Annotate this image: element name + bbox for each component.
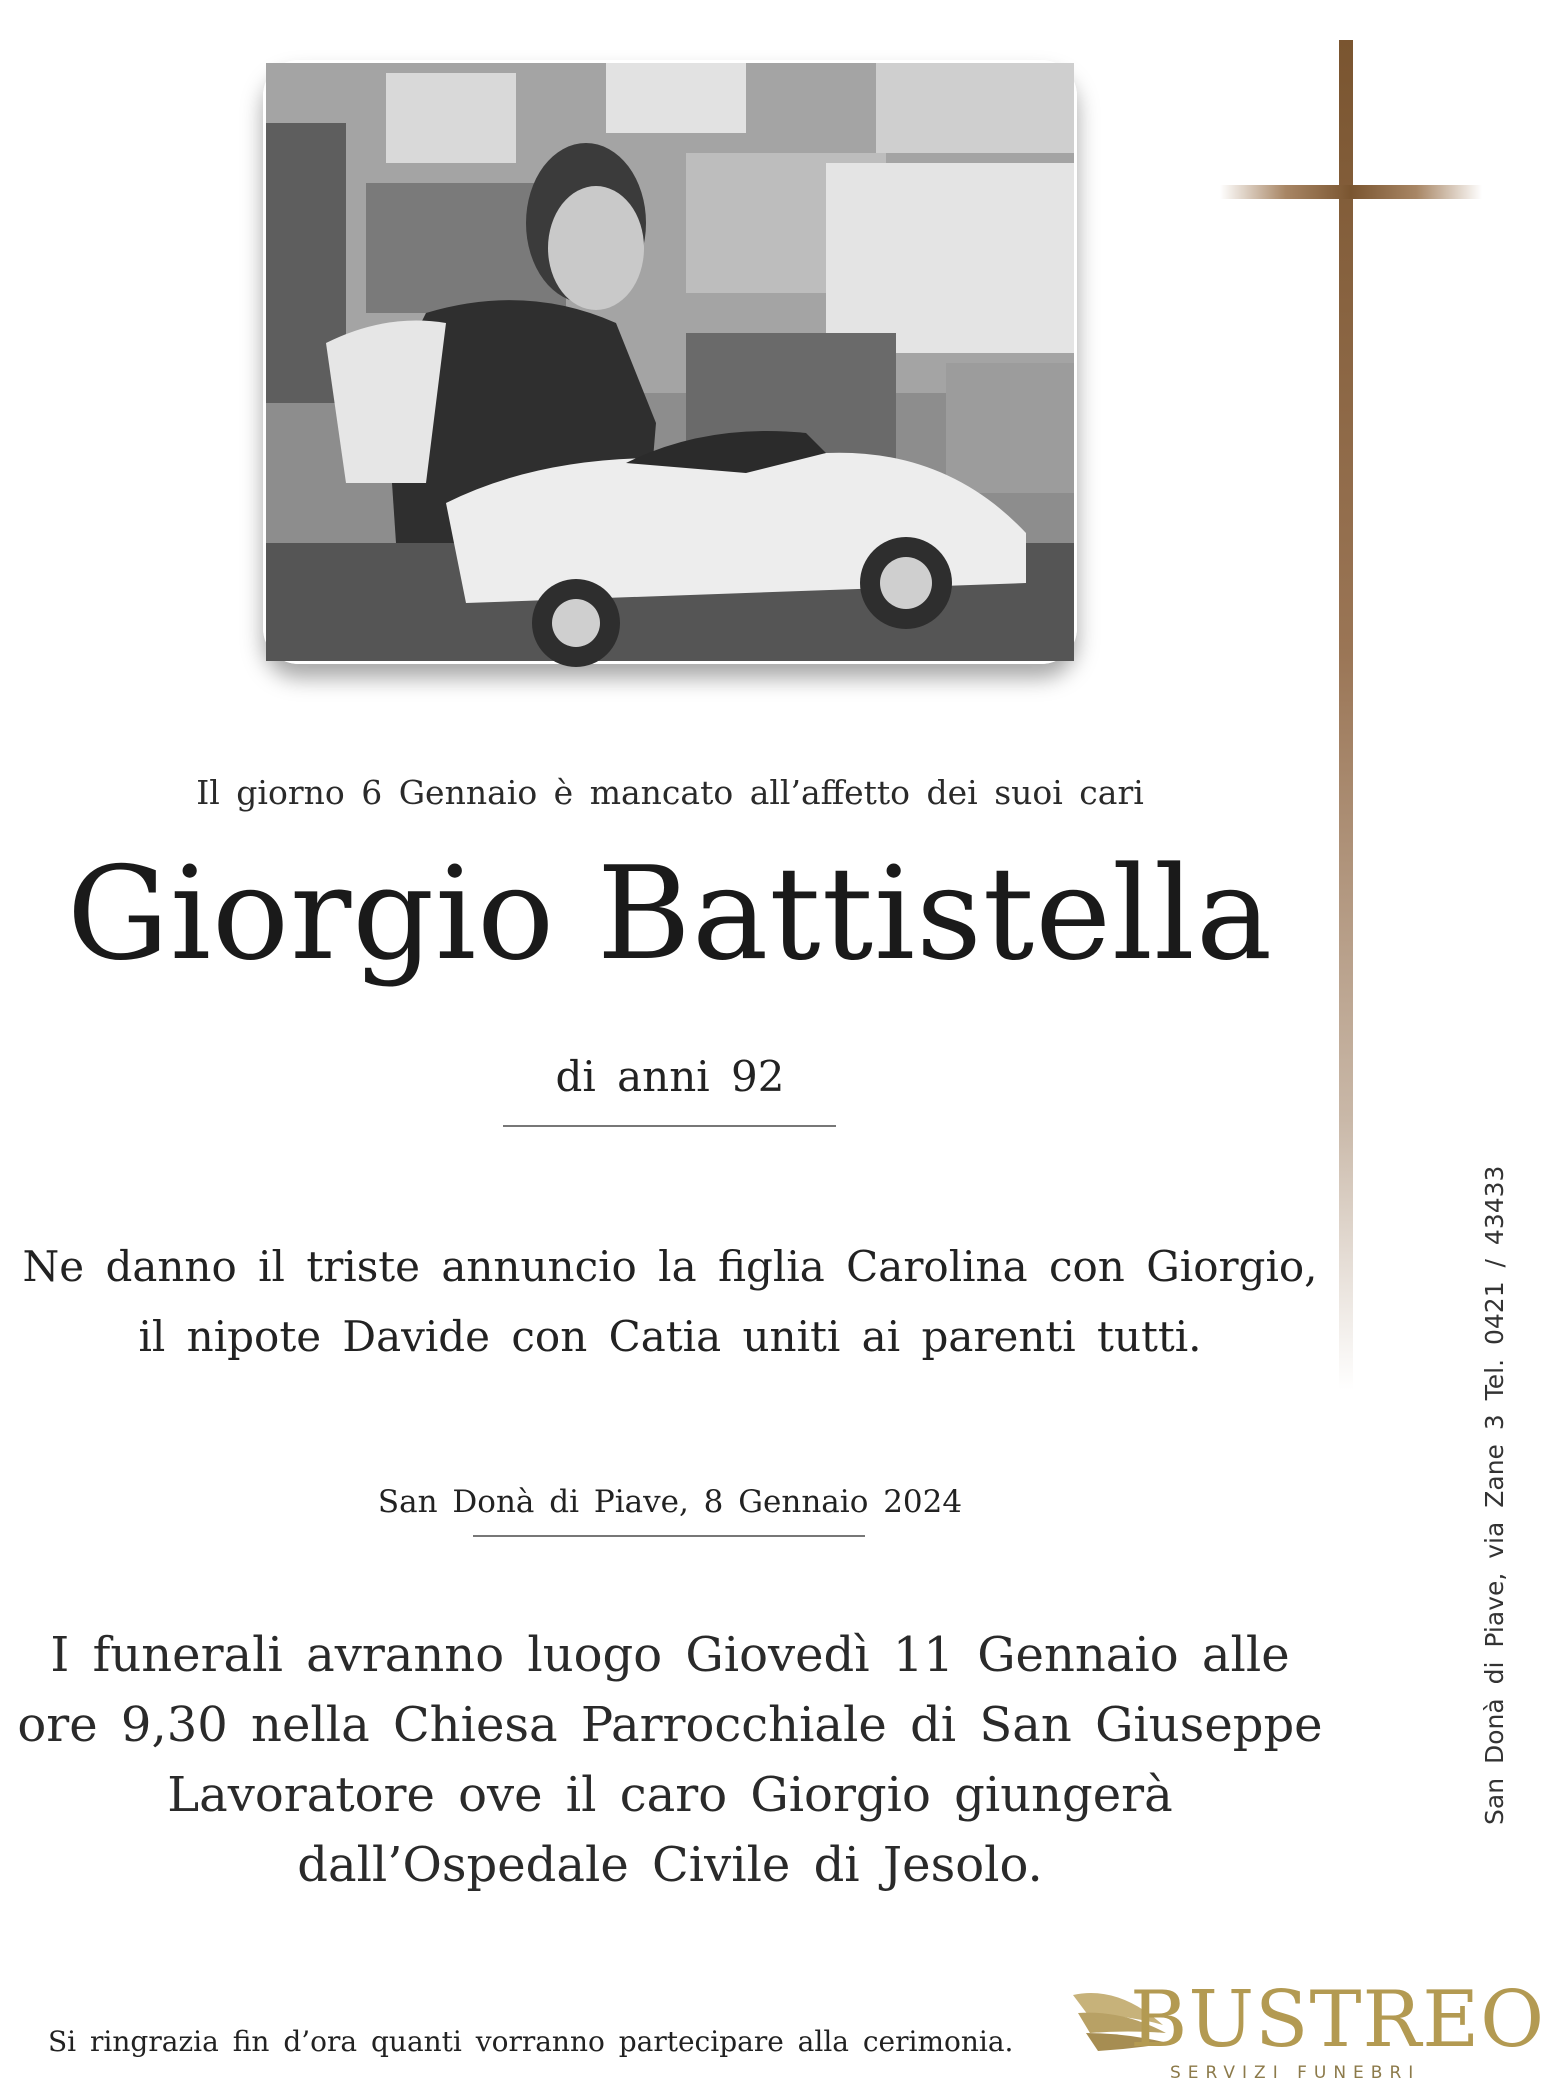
funeral-line: Lavoratore ove il caro Giorgio giungerà: [167, 1767, 1173, 1823]
funeral-line: I funerali avranno luogo Giovedì 11 Gennaio alle: [50, 1627, 1290, 1683]
deceased-name: Giorgio Battistella: [66, 840, 1274, 989]
logo-name: BUSTREO: [1130, 1975, 1545, 2065]
age-text: di anni 92: [555, 1052, 785, 1101]
funeral-details: [0, 1620, 1340, 1900]
cross-icon-arm: [1220, 185, 1482, 199]
age-divider: [503, 1125, 836, 1127]
announcement-line: il nipote Davide con Catia uniti ai parenti tutti.: [138, 1312, 1202, 1361]
logo-subtitle: SERVIZI FUNEBRI: [1170, 2063, 1421, 2083]
intro-text: Il giorno 6 Gennaio è mancato all’affetto dei suoi cari: [196, 773, 1144, 812]
thanks-text: Si ringrazia fin d’ora quanti vorranno partecipare alla cerimonia.: [48, 2025, 1014, 2058]
announcement: [0, 1232, 1340, 1372]
funeral-line: ore 9,30 nella Chiesa Parrocchiale di San Giuseppe: [17, 1697, 1323, 1753]
funeral-home-address: San Donà di Piave, via Zane 3 Tel. 0421 / 43433: [1480, 1165, 1509, 1825]
funeral-home-logo: [1060, 1975, 1545, 2090]
cross-icon: [1339, 40, 1353, 1390]
portrait-photo: [263, 60, 1077, 664]
date-divider: [473, 1535, 865, 1537]
photo-illustration: [266, 63, 1074, 661]
place-date: San Donà di Piave, 8 Gennaio 2024: [377, 1484, 963, 1520]
funeral-line: dall’Ospedale Civile di Jesolo.: [297, 1837, 1043, 1893]
announcement-line: Ne danno il triste annuncio la figlia Carolina con Giorgio,: [22, 1242, 1318, 1291]
